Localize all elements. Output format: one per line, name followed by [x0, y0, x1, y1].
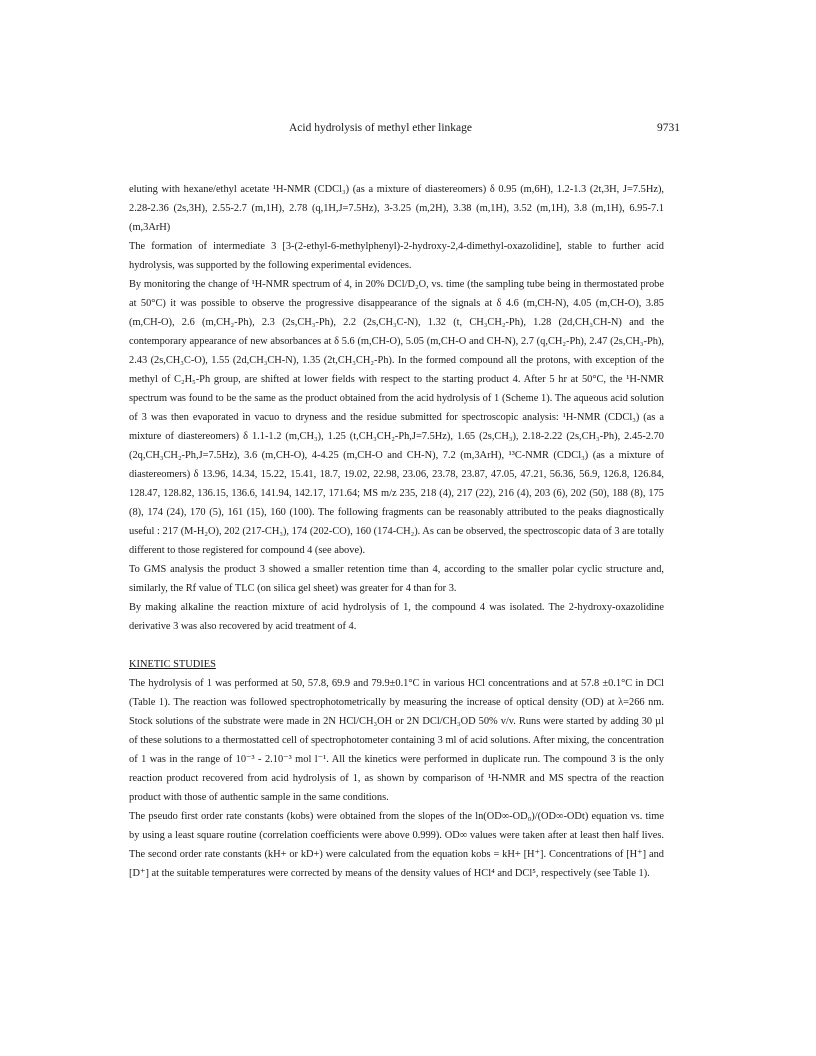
- paragraph-nmr-data: eluting with hexane/ethyl acetate ¹H-NMR (CDCl₃) (as a mixture of diastereomers) δ 0.95 (m,6H), 1.2-1.3 (2t,3H, J=7.5Hz), 2.28-2.36 (2s,3H), 2.55-2.7 (m,1H), 2.78 (q,1H,J=7.5Hz), 3-3.25 (m,2H), 3.38 (m,1H), 3.52 (m,1H), 3.8 (m,1H), 6.95-7.1 (m,3ArH): [129, 184, 664, 233]
- paragraph-monitoring: By monitoring the change of ¹H-NMR spectrum of 4, in 20% DCl/D₂O, vs. time (the sampling tube being in thermostated probe at 50°C) it was possible to observe the progressive disappearance of the signals at δ 4.6 (m,CH-N), 4.05 (m,CH-O), 3.85 (m,CH-O), 2.6 (m,CH₂-Ph), 2.3 (2s,CH₃-Ph), 2.2 (2s,CH₃C-N), 1.32 (t, CH₃CH₂-Ph), 1.28 (2d,CH₃CH-N) and the contemporary appearance of new absorbances at δ 5.6 (m,CH-O), 5.05 (m,CH-O and CH-N), 2.7 (q,CH₂-Ph), 2.47 (2s,CH₃-Ph), 2.43 (2s,CH₃C-O), 1.55 (2d,CH₃CH-N), 1.35 (2t,CH₃CH₂-Ph). In the formed compound all the protons, with exception of the methyl of C₂H₅-Ph group, are shifted at lower fields with respect to the starting product 4. After 5 hr at 50°C, the ¹H-NMR spectrum was found to be the same as the product obtained from the acid hydrolysis of 1 (Scheme 1). The aqueous acid solution of 3 was then evaporated in vacuo to dryness and the residue submitted for spectroscopic analysis: ¹H-NMR (CDCl₃) (as a mixture of diastereomers) δ 1.1-1.2 (m,CH₃), 1.25 (t,CH₃CH₂-Ph,J=7.5Hz), 1.65 (2s,CH₃), 2.18-2.22 (2s,CH₃-Ph), 2.45-2.70 (2q,CH₃CH₂-Ph,J=7.5Hz), 3.6 (m,CH-O), 4-4.25 (m,CH-O and CH-N), 7.2 (m,3ArH), ¹³C-NMR (CDCl₃) (as a mixture of diastereomers) δ 13.96, 14.34, 15.22, 15.41, 18.7, 19.02, 22.98, 23.06, 23.78, 23.87, 47.05, 47.21, 56.36, 56.9, 126.8, 126.84, 128.47, 128.82, 136.15, 136.6, 141.94, 142.17, 171.64; MS m/z 235, 218 (4), 217 (22), 216 (4), 203 (6), 202 (50), 188 (8), 175 (8), 174 (24), 170 (5), 161 (15), 160 (100). The following fragments can be reasonably attributed to the peaks diagnostically useful : 217 (M-H₂O), 202 (217-CH₃), 174 (202-CO), 160 (174-CH₂). As can be observed, the spectroscopic data of 3 are totally different to those registered for compound 4 (see above).: [129, 279, 664, 556]
- article-body: [129, 180, 664, 883]
- running-title: Acid hydrolysis of methyl ether linkage: [289, 122, 473, 134]
- page-number: 9731: [657, 122, 680, 134]
- section-heading: KINETIC STUDIES: [129, 659, 216, 670]
- paragraph-rate-constants: The pseudo first order rate constants (kobs) were obtained from the slopes of the ln(OD∞-OD₀)/(OD∞-ODt) equation vs. time by using a least square routine (correlation coefficients were above 0.999). OD∞ values were taken after at least then half lives. The second order rate constants (kH+ or kD+) were calculated from the equation kobs = kH+ [H⁺]. Concentrations of [H⁺] and [D⁺] at the suitable temperatures were corrected by means of the density values of HCl⁴ and DCl⁵, respectively (see Table 1).: [129, 811, 664, 879]
- paragraph-hydrolysis: The hydrolysis of 1 was performed at 50, 57.8, 69.9 and 79.9±0.1°C in various HCl concentrations and at 57.8 ±0.1°C in DCl (Table 1). The reaction was followed spectrophotometrically by measuring the increase of optical density (OD) at λ=266 nm. Stock solutions of the substrate were made in 2N HCl/CH₃OH or 2N DCl/CH₃OD 50% v/v. Runs were started by adding 30 µl of these solutions to a thermostatted cell of spectrophotometer containing 3 ml of acid solutions. After mixing, the concentration of 1 was in the range of 10⁻³ - 2.10⁻³ mol l⁻¹. All the kinetics were performed in duplicate run. The compound 3 is the only reaction product recovered from acid hydrolysis of 1, as shown by comparison of ¹H-NMR and MS spectra of the reaction product with those of authentic sample in the same conditions.: [129, 678, 664, 803]
- running-header: [129, 122, 680, 142]
- paragraph-intermediate: The formation of intermediate 3 [3-(2-ethyl-6-methylphenyl)-2-hydroxy-2,4-dimethyl-oxazolidine], stable to further acid hydrolysis, was supported by the following experimental evidences.: [129, 241, 664, 271]
- paragraph-alkaline: By making alkaline the reaction mixture of acid hydrolysis of 1, the compound 4 was isolated. The 2-hydroxy-oxazolidine derivative 3 was also recovered by acid treatment of 4.: [129, 602, 664, 632]
- paragraph-gms: To GMS analysis the product 3 showed a smaller retention time than 4, according to the smaller polar cyclic structure and, similarly, the Rf value of TLC (on silica gel sheet) was greater for 4 than for 3.: [129, 564, 664, 594]
